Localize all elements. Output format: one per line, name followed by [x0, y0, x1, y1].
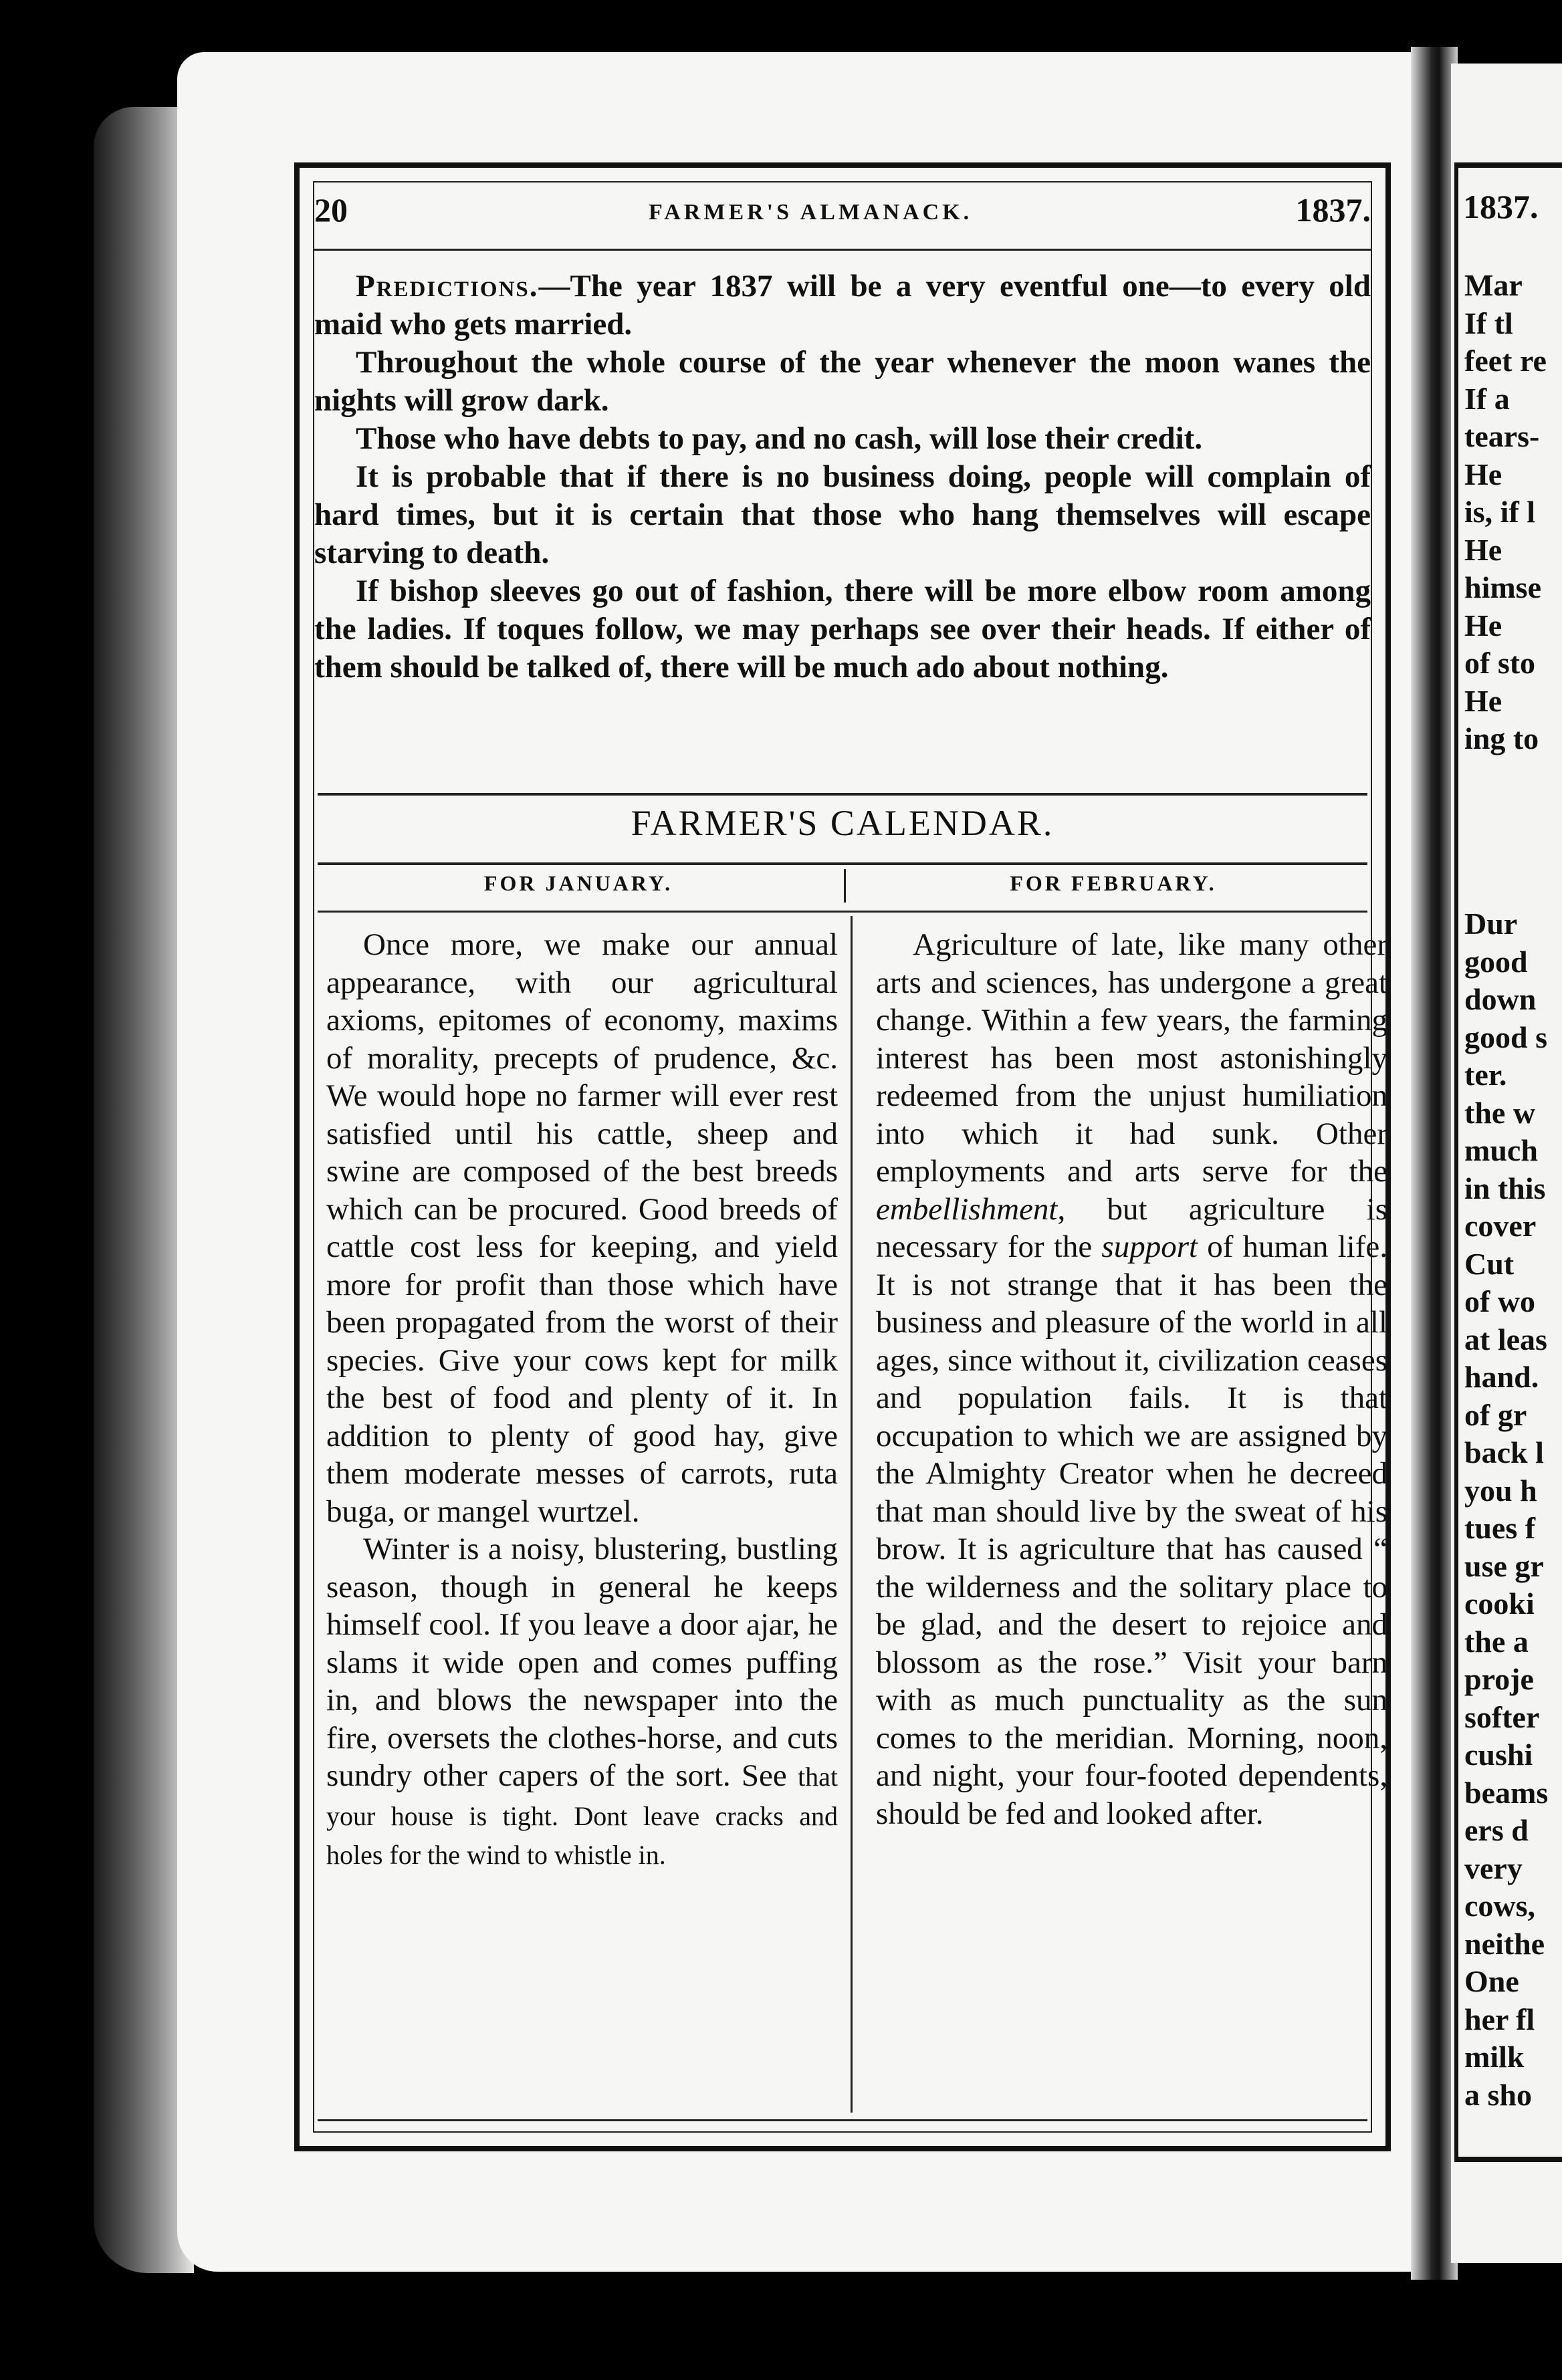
january-paragraph: Once more, we make our annual appearance, with our agricultural axioms, epitomes of economy, maxims of morality, precepts of prudence, &c. We would hope no farmer will ever rest satisfied until his cattle, sheep and swine are composed of the best breeds which can be procured. Good breeds of cattle cost less for keeping, and yield more for profit than those which have been propagated from the worst of their species. Give your cows kept for milk the best of food and plenty of it. In addition to plenty of good hay, give them moderate messes of carrots, ruta buga, or mangel wurtzel. — [326, 927, 838, 1529]
facing-page-line: cushi — [1464, 1738, 1533, 1772]
facing-page-year: 1837. — [1463, 188, 1539, 225]
facing-page-line: of sto — [1464, 646, 1536, 680]
predictions-paragraph: It is probable that if there is no business doing, people will complain of hard times, but it is certain that those who hang themselves will escape starving to death. — [314, 459, 1371, 570]
page-number: 20 — [314, 191, 348, 229]
facing-page-line: milk — [1464, 2040, 1525, 2074]
january-heading: FOR JANUARY. — [483, 871, 673, 895]
facing-page-line: ter. — [1464, 1058, 1507, 1092]
facing-page-line: good — [1464, 944, 1528, 979]
facing-page-line: of gr — [1464, 1397, 1527, 1432]
section-rule — [318, 793, 1367, 796]
column-divider — [851, 916, 853, 2113]
header-year: 1837. — [1295, 191, 1371, 229]
february-heading: FOR FEBRUARY. — [1010, 871, 1217, 895]
facing-page-line: If a — [1464, 381, 1510, 416]
facing-page-line: He — [1464, 457, 1502, 491]
facing-page-line: at leas — [1464, 1322, 1547, 1356]
facing-page-line: He — [1464, 683, 1502, 718]
facing-page-line: cover — [1464, 1209, 1537, 1243]
column-heading-rule — [318, 911, 1367, 913]
predictions-paragraph: Predictions.—The year 1837 will be a very eventful one—to every old maid who gets married. — [314, 269, 1371, 342]
facing-page-line: use gr — [1464, 1548, 1544, 1583]
facing-page-line: One — [1464, 1964, 1519, 1998]
january-small-type: that your house is tight. Dont leave cracks and holes for the wind to whistle in. — [326, 1762, 839, 1870]
page-header — [314, 191, 1371, 237]
predictions-paragraph: If bishop sleeves go out of fashion, there will be more elbow room among the ladies. If toques follow, we may perhaps see over their heads. If either of them should be talked of, there will be much ado about nothing. — [314, 574, 1371, 685]
february-column — [876, 926, 1387, 1832]
facing-page-line: much — [1464, 1133, 1538, 1167]
facing-page-line: very — [1464, 1851, 1523, 1885]
january-column — [326, 926, 838, 1875]
facing-page-line: ers d — [1464, 1813, 1529, 1847]
facing-page-line: the w — [1464, 1095, 1536, 1130]
facing-page-line: of wo — [1464, 1284, 1536, 1318]
calendar-title-rule — [318, 862, 1367, 865]
running-title: FARMER'S ALMANACK. — [649, 200, 973, 225]
facing-page-line: Cut — [1464, 1246, 1515, 1281]
facing-page-line: cooki — [1464, 1586, 1535, 1621]
calendar-title: FARMER'S CALENDAR. — [631, 803, 1054, 843]
facing-page-line: you h — [1464, 1473, 1537, 1508]
facing-page-line: beams — [1464, 1775, 1549, 1810]
facing-page-line: Dur — [1464, 907, 1518, 941]
predictions-paragraph: Those who have debts to pay, and no cash, will lose their credit. — [356, 421, 1203, 456]
facing-page-line: himse — [1464, 570, 1541, 604]
column-heading-divider — [844, 869, 846, 903]
facing-page-line: tears- — [1464, 419, 1540, 453]
facing-page-line: Mar — [1464, 268, 1523, 302]
facing-page-line: in this — [1464, 1171, 1546, 1205]
facing-page-line: back l — [1464, 1435, 1544, 1469]
facing-page-line: is, if l — [1464, 495, 1536, 529]
facing-page-line: If tl — [1464, 306, 1513, 340]
facing-page-line: cows, — [1464, 1889, 1536, 1923]
facing-page-line: feet re — [1464, 344, 1547, 378]
facing-page-line: her fl — [1464, 2002, 1535, 2036]
january-paragraph: Winter is a noisy, blustering, bustling season, though in general he keeps himself cool. If you leave a door ajar, he slams it wide open and comes puffing in, and blows the newspaper into the fire, oversets the clothes-horse, and cuts sundry other capers of the sort. See that your house is tight. Dont leave cracks and holes for the wind to whistle in. — [326, 1532, 839, 1870]
facing-page-line: proje — [1464, 1662, 1534, 1696]
facing-page-line: good s — [1464, 1020, 1547, 1054]
facing-page-line: down — [1464, 982, 1537, 1016]
predictions-lead: Predictions. — [356, 269, 539, 304]
facing-page-line: tues f — [1464, 1511, 1536, 1545]
facing-page-line: the a — [1464, 1624, 1529, 1659]
italic-embellishment: embellishment — [876, 1191, 1058, 1227]
facing-page-line: neithe — [1464, 1926, 1545, 1961]
bottom-rule — [318, 2119, 1367, 2121]
italic-support: support — [1101, 1229, 1198, 1264]
predictions-section — [314, 267, 1371, 687]
predictions-paragraph: Throughout the whole course of the year whenever the moon wanes the nights will grow dark. — [314, 345, 1371, 418]
facing-page-line: a sho — [1464, 2077, 1532, 2112]
facing-page-line: He — [1464, 608, 1502, 642]
february-paragraph: Agriculture of late, like many other arts and sciences, has undergone a great change. Within a few years, the farming interest has been most astonishingly redeemed from the unjust humiliation into which it had sunk. Other employments and arts serve for the embellishment, but agriculture is necessary for the support of human life. It is not strange that it has been the business and pleasure of the world in all ages, since without it, civilization ceases and population fails. It is that occupation to which we are assigned by the Almighty Creator when he decreed that man should live by the sweat of his brow. It is agriculture that has caused “ the wilderness and the solitary place to be glad, and the desert to rejoice and blossom as the rose.” Visit your barn with as much punctuality as the sun comes to the meridian. Morning, noon, and night, your four-footed dependents, should be fed and looked after. — [876, 927, 1387, 1831]
facing-page-line: softer — [1464, 1699, 1540, 1734]
facing-page-line: ing to — [1464, 721, 1539, 755]
header-rule — [314, 249, 1371, 251]
facing-page-line: He — [1464, 532, 1502, 567]
facing-page-line: hand. — [1464, 1360, 1539, 1394]
